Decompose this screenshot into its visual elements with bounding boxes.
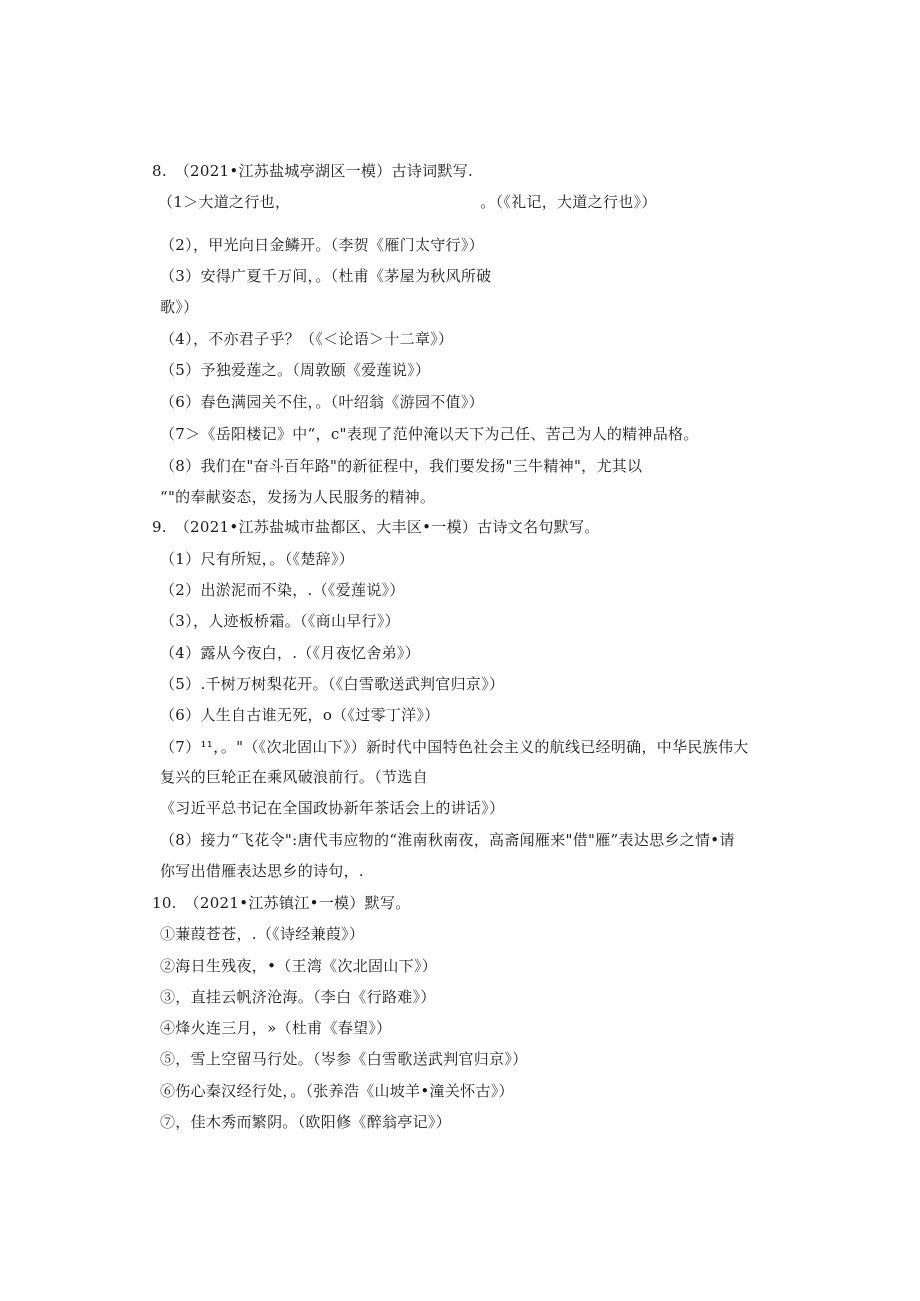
q9-item-1: （1）尺有所短，。（《楚辞》） (160, 550, 355, 568)
q9-item-4: （4）露从今夜白，.（《月夜忆舍弟》） (160, 644, 421, 662)
q9-item-5: （5）.千树万树梨花开。（《白雪歌送武判官归京》） (160, 675, 505, 693)
q8-item-1 (158, 192, 657, 212)
q10-item-1: ①蒹葭苍苍，.（《诗经兼葭》） (160, 925, 365, 943)
q9-item-2: （2）出淤泥而不染，.（《爱莲说》） (160, 581, 405, 599)
q8-item-2: （2），甲光向日金鳞开。（李贺《雁门太守行》） (160, 236, 484, 254)
q9-item-7-cont: 复兴的巨轮正在乘风破浪前行。（节选自 (160, 768, 428, 786)
q10-item-2: ②海日生残夜，•（王湾《次北固山下》） (160, 957, 438, 975)
question-8-header: 8. （2021•江苏盐城亭湖区一模）古诗词默写. (152, 162, 474, 180)
question-10-header: 10. （2021•江苏镇江•一模）默写。 (152, 894, 411, 912)
q9-item-6: （6）人生自古谁无死，o（《过零丁洋》） (160, 706, 440, 724)
question-9-header: 9. （2021•江苏盐城市盐都区、大丰区•一模）古诗文名句默写。 (152, 518, 600, 536)
q8-item-1-end: 。（《礼记，大道之行也》） (480, 193, 657, 211)
q8-item-3-cont: 歌》） (160, 298, 199, 316)
q8-item-1-start: （1＞大道之行也， (158, 193, 291, 211)
q10-item-6: ⑥伤心秦汉经行处，。（张养浩《山坡羊•潼关怀古》） (160, 1082, 514, 1100)
q9-item-8: （8）接力“飞花令":唐代韦应物的“淮南秋南夜，高斋闻雁来"借"雁”表达思乡之情•请 (160, 831, 735, 849)
q8-item-6: （6）春色满园关不住，。（叶绍翁《游园不值》） (160, 393, 484, 411)
q8-item-5: （5）予独爱莲之。（周敦颐《爱莲说》） (160, 361, 431, 379)
q10-item-4: ④烽火连三月，»（杜甫《春望》） (160, 1019, 392, 1037)
q10-item-5: ⑤，雪上空留马行处。（岑参《白雪歌送武判官归京》） (160, 1050, 528, 1068)
q10-item-7: ⑦，佳木秀而繁阴。（欧阳修《醉翁亭记》） (160, 1113, 452, 1131)
q9-item-7: （7）¹¹，。"（《次北固山下》）新时代中国特色社会主义的航线已经明确，中华民族伟大 (160, 738, 749, 756)
q9-item-7-source: 《习近平总书记在全国政协新年茶话会上的讲话》） (160, 799, 505, 817)
q8-item-8: （8）我们在"奋斗百年路"的新征程中，我们要发扬"三牛精神"，尤其以 (160, 457, 643, 475)
q10-item-3: ③，直挂云帆济沧海。（李白《行路难》） (160, 988, 436, 1006)
q9-item-8-cont: 你写出借雁表达思乡的诗句，. (160, 862, 364, 880)
q8-item-7: （7＞《岳阳楼记》中“，c"表现了范仲淹以天下为己任、苦己为人的精神品格。 (160, 425, 699, 443)
q9-item-3: （3），人迹板桥霜。（《商山早行》） (160, 612, 400, 630)
q8-item-4: （4），不亦君子乎？（《＜论语＞十二章》） (160, 330, 454, 348)
q8-item-3: （3）安得广夏千万间，。（杜甫《茅屋为秋风所破 (160, 267, 492, 285)
q8-item-8-cont: “"的奉献姿态，发扬为人民服务的精神。 (160, 488, 436, 506)
